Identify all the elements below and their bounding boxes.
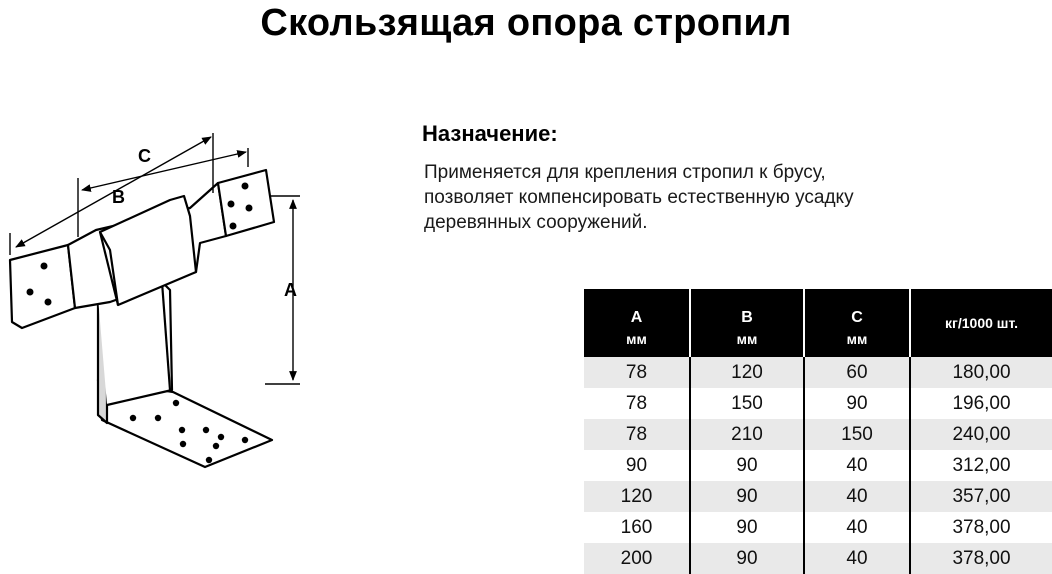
cell-b: 90: [690, 450, 804, 481]
cell-c: 90: [804, 388, 910, 419]
cell-c: 150: [804, 419, 910, 450]
dimension-a-label: A: [284, 280, 297, 300]
specs-table: [584, 289, 1052, 574]
cell-weight: 196,00: [910, 388, 1052, 419]
bracket-drawing: [0, 120, 380, 470]
cell-b: 210: [690, 419, 804, 450]
table-row: [584, 419, 1052, 450]
column-header-a: A: [584, 289, 690, 329]
purpose-line: позволяет компенсировать естественную усадку: [424, 187, 854, 208]
page-title: Скользящая опора стропил: [260, 2, 792, 44]
purpose-text: [424, 160, 984, 235]
cell-b: 120: [690, 357, 804, 388]
column-header-c: C: [804, 289, 910, 329]
purpose-line: Применяется для крепления стропил к брусу,: [424, 162, 826, 183]
cell-a: 78: [584, 419, 690, 450]
cell-weight: 378,00: [910, 543, 1052, 574]
cell-b: 90: [690, 512, 804, 543]
table-row: [584, 388, 1052, 419]
cell-a: 120: [584, 481, 690, 512]
cell-a: 90: [625, 454, 648, 476]
table-row: [584, 481, 1052, 512]
dimension-b-label: B: [112, 187, 125, 207]
cell-b: 90: [690, 543, 804, 574]
cell-weight: 240,00: [910, 419, 1052, 450]
purpose-line: деревянных сооружений.: [424, 212, 648, 233]
purpose-heading: Назначение:: [422, 121, 558, 146]
cell-c: 40: [804, 450, 910, 481]
table-row: [584, 512, 1052, 543]
column-unit-a: мм: [584, 329, 690, 357]
column-header-weight: кг/1000 шт.: [910, 289, 1052, 357]
cell-a: 78: [584, 357, 690, 388]
column-unit-c: мм: [804, 329, 910, 357]
cell-weight: 180,00: [910, 357, 1052, 388]
cell-weight: 357,00: [910, 481, 1052, 512]
column-unit-b: мм: [690, 329, 804, 357]
cell-a: 160: [620, 516, 653, 538]
cell-c: 40: [804, 543, 910, 574]
cell-weight: 378,00: [910, 512, 1052, 543]
table-row: [584, 357, 1052, 388]
column-header-b: B: [690, 289, 804, 329]
cell-b: 150: [690, 388, 804, 419]
table-row: [584, 450, 1052, 481]
table-row: [584, 543, 1052, 574]
dimension-c-label: C: [138, 146, 151, 166]
cell-c: 60: [804, 357, 910, 388]
cell-c: 40: [804, 512, 910, 543]
cell-c: 40: [804, 481, 910, 512]
cell-a: 78: [625, 392, 648, 414]
cell-a: 200: [584, 543, 690, 574]
cell-b: 90: [690, 481, 804, 512]
cell-weight: 312,00: [910, 450, 1052, 481]
